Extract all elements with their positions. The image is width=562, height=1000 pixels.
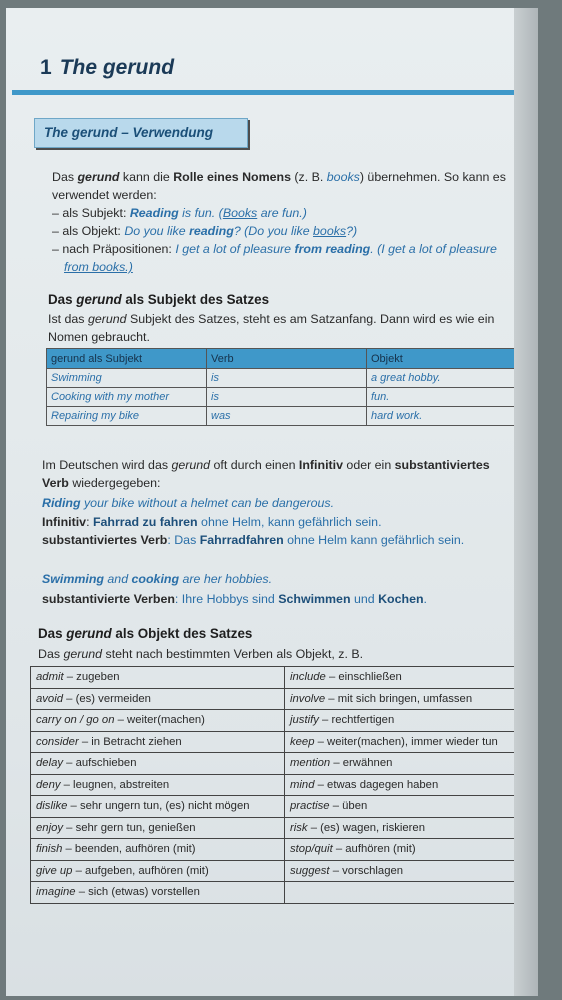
table-row bbox=[31, 753, 539, 775]
english-verb: finish bbox=[36, 843, 63, 856]
verb-cell bbox=[285, 731, 539, 753]
german-translation: – (es) wagen, riskieren bbox=[307, 821, 425, 834]
verb-cell bbox=[31, 882, 285, 904]
german-translation: – vorschlagen bbox=[329, 864, 404, 877]
english-verb: mention bbox=[290, 757, 331, 770]
table-row bbox=[31, 774, 539, 796]
german-translation: – rechtfertigen bbox=[318, 714, 395, 727]
table-cell: Cooking with my mother bbox=[47, 388, 207, 407]
table-row bbox=[31, 882, 539, 904]
column-header: Objekt bbox=[367, 349, 539, 369]
english-verb: give up bbox=[36, 864, 73, 877]
verb-cell bbox=[285, 882, 539, 904]
table-cell: is bbox=[207, 388, 367, 407]
english-verb: admit bbox=[36, 671, 64, 684]
verb-cell bbox=[31, 731, 285, 753]
verb-cell bbox=[285, 774, 539, 796]
table-row bbox=[47, 369, 539, 388]
table-cell: Repairing my bike bbox=[47, 407, 207, 426]
verb-cell bbox=[285, 710, 539, 732]
german-translation: – sehr ungern tun, (es) nicht mögen bbox=[67, 800, 250, 813]
subject-heading: Das gerund als Subjekt des Satzes bbox=[48, 292, 270, 307]
english-verb: avoid bbox=[36, 692, 64, 705]
english-verb: enjoy bbox=[36, 821, 64, 834]
table-cell: is bbox=[207, 369, 367, 388]
column-header: gerund als Subjekt bbox=[47, 349, 207, 369]
german-line-2: Verb wiedergegeben: bbox=[42, 476, 161, 490]
german-line-1: Im Deutschen wird das gerund oft durch einen Infinitiv oder ein substantiviertes bbox=[42, 458, 490, 472]
verb-cell bbox=[285, 796, 539, 818]
english-verb: involve bbox=[290, 692, 326, 705]
english-verb: practise bbox=[290, 800, 330, 813]
section-title: The gerund – Verwendung bbox=[44, 125, 214, 140]
table-row bbox=[31, 817, 539, 839]
english-verb: consider bbox=[36, 735, 79, 748]
table-cell: a great hobby. bbox=[367, 369, 539, 388]
german-translation: – üben bbox=[329, 800, 368, 813]
english-verb: risk bbox=[290, 821, 308, 834]
table-row bbox=[31, 710, 539, 732]
verb-cell bbox=[31, 753, 285, 775]
table-row bbox=[31, 731, 539, 753]
german-translation: – aufgeben, aufhören (mit) bbox=[72, 864, 209, 877]
table-cell: hard work. bbox=[367, 407, 539, 426]
object-line-1: Das gerund steht nach bestimmten Verben als Objekt, z. B. bbox=[38, 647, 364, 661]
verb-cell bbox=[31, 796, 285, 818]
english-verb: keep bbox=[290, 735, 315, 748]
example-swimming: Swimming and cooking are her hobbies. bbox=[42, 572, 273, 586]
verb-list-table bbox=[30, 666, 538, 904]
table-row bbox=[31, 796, 539, 818]
english-verb: justify bbox=[290, 714, 319, 727]
intro-bullet-preposition: – nach Präpositionen: I get a lot of pleasure from reading. (I get a lot of pleasure bbox=[52, 242, 497, 256]
chapter-title-text: The gerund bbox=[59, 56, 175, 79]
example-riding: Riding your bike without a helmet can be dangerous. bbox=[42, 496, 335, 510]
german-translation: – aufhören (mit) bbox=[332, 843, 416, 856]
verb-cell bbox=[285, 667, 539, 689]
intro-bullet-subject: – als Subjekt: Reading is fun. (Books are fun.) bbox=[52, 206, 307, 220]
german-translation: – zugeben bbox=[63, 671, 120, 684]
english-verb: mind bbox=[290, 778, 315, 791]
table-cell: Swimming bbox=[47, 369, 207, 388]
chapter-title bbox=[40, 56, 174, 80]
verb-cell bbox=[285, 817, 539, 839]
table-cell: fun. bbox=[367, 388, 539, 407]
table-row bbox=[31, 688, 539, 710]
german-translation: – sich (etwas) vorstellen bbox=[75, 886, 200, 899]
subject-table bbox=[46, 348, 538, 426]
table-row bbox=[31, 667, 539, 689]
english-verb: carry on / go on bbox=[36, 714, 115, 727]
verb-cell bbox=[31, 688, 285, 710]
german-translation: – etwas dagegen haben bbox=[314, 778, 439, 791]
subject-table-header bbox=[47, 349, 539, 369]
verb-cell bbox=[31, 860, 285, 882]
chapter-number: 1 bbox=[40, 56, 52, 79]
substantivierte-verben-line: substantivierte Verben: Ihre Hobbys sind Schwimmen und Kochen. bbox=[42, 592, 427, 606]
table-row bbox=[47, 407, 539, 426]
german-translation: – erwähnen bbox=[330, 757, 393, 770]
english-verb: suggest bbox=[290, 864, 330, 877]
book-page bbox=[6, 8, 538, 996]
verb-cell bbox=[31, 774, 285, 796]
intro-line-1: Das gerund kann die Rolle eines Nomens (z. B. books) übernehmen. So kann es bbox=[52, 170, 506, 184]
chapter-divider bbox=[12, 90, 538, 95]
german-translation: – in Betracht ziehen bbox=[78, 735, 182, 748]
english-verb: dislike bbox=[36, 800, 68, 813]
subject-line-1: Ist das gerund Subjekt des Satzes, steht es am Satzanfang. Dann wird es wie ein bbox=[48, 312, 495, 326]
verb-cell bbox=[31, 667, 285, 689]
german-translation: – (es) vermeiden bbox=[63, 692, 151, 705]
verb-cell bbox=[31, 710, 285, 732]
intro-line-2: verwendet werden: bbox=[52, 188, 157, 202]
verb-cell bbox=[285, 860, 539, 882]
verb-cell bbox=[31, 817, 285, 839]
table-row bbox=[47, 388, 539, 407]
german-translation: – mit sich bringen, umfassen bbox=[325, 692, 473, 705]
verb-cell bbox=[285, 753, 539, 775]
english-verb: deny bbox=[36, 778, 61, 791]
english-verb: delay bbox=[36, 757, 64, 770]
intro-bullet-object: – als Objekt: Do you like reading? (Do you like books?) bbox=[52, 224, 358, 238]
subject-line-2: Nomen gebraucht. bbox=[48, 330, 150, 344]
german-translation: – leugnen, abstreiten bbox=[60, 778, 170, 791]
english-verb: imagine bbox=[36, 886, 76, 899]
german-translation: – weiter(machen), immer wieder tun bbox=[314, 735, 498, 748]
english-verb: include bbox=[290, 671, 326, 684]
page-edge bbox=[514, 8, 538, 996]
infinitiv-line: Infinitiv: Fahrrad zu fahren ohne Helm, kann gefährlich sein. bbox=[42, 515, 382, 529]
object-heading: Das gerund als Objekt des Satzes bbox=[38, 626, 253, 641]
verb-cell bbox=[31, 839, 285, 861]
english-verb: stop/quit bbox=[290, 843, 333, 856]
verb-cell bbox=[285, 839, 539, 861]
column-header: Verb bbox=[207, 349, 367, 369]
german-translation: – einschließen bbox=[325, 671, 402, 684]
german-translation: – sehr gern tun, genießen bbox=[63, 821, 196, 834]
german-translation: – weiter(machen) bbox=[114, 714, 205, 727]
verb-cell bbox=[285, 688, 539, 710]
german-translation: – aufschieben bbox=[63, 757, 137, 770]
table-row bbox=[31, 860, 539, 882]
german-translation: – beenden, aufhören (mit) bbox=[62, 843, 196, 856]
table-cell: was bbox=[207, 407, 367, 426]
table-row bbox=[31, 839, 539, 861]
intro-bullet-preposition-cont: from books.) bbox=[64, 260, 133, 274]
substantiviertes-verb-line: substantiviertes Verb: Das Fahrradfahren ohne Helm kann gefährlich sein. bbox=[42, 533, 465, 547]
section-title-box bbox=[34, 118, 248, 148]
